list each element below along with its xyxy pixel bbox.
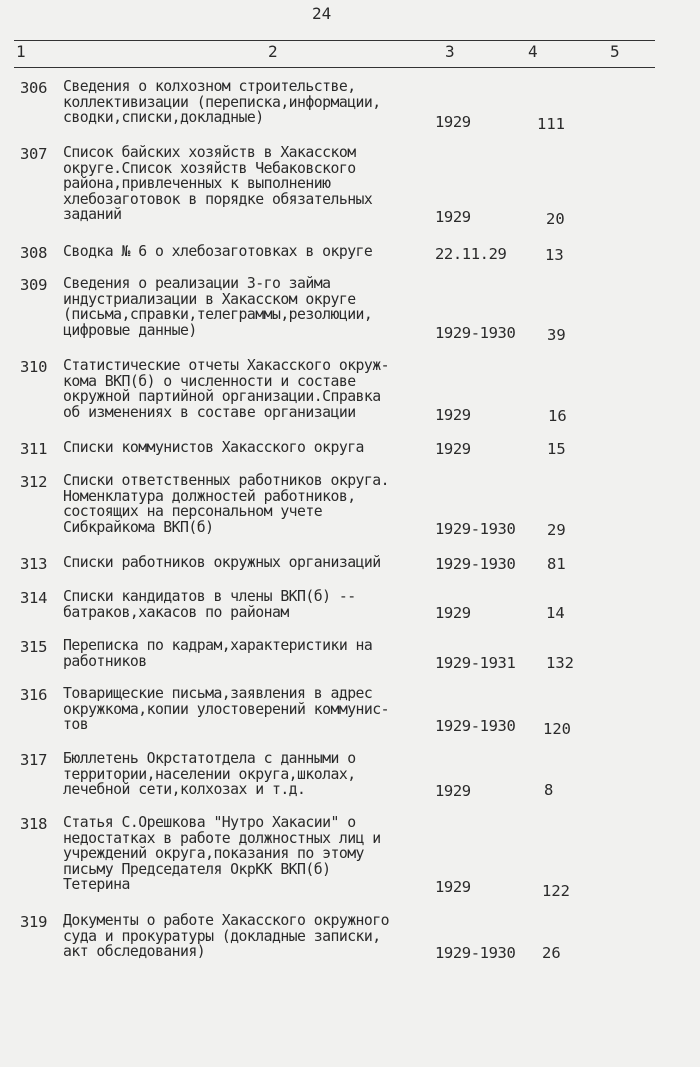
item-title: Статья С.Орешкова "Нутро Хакасии" о недостатках в работе должностных лиц и учреждений округа,показания по этому письму Председателя ОкрКК ВКП(б) Тетерина	[63, 814, 381, 894]
item-date: 1929	[435, 878, 471, 896]
column-header-5: 5	[610, 42, 620, 61]
item-number: 319	[20, 913, 48, 931]
item-date: 1929	[435, 782, 471, 800]
item-number: 315	[20, 638, 48, 656]
item-count: 111	[537, 115, 565, 133]
item-date: 1929-1930	[435, 944, 516, 962]
item-date: 1929-1930	[435, 555, 516, 573]
item-number: 310	[20, 358, 48, 376]
column-header-1: 1	[16, 42, 26, 61]
item-number: 309	[20, 276, 48, 294]
item-number: 316	[20, 686, 48, 704]
item-number: 317	[20, 751, 48, 769]
item-count: 132	[546, 654, 574, 672]
item-title: Списки коммунистов Хакасского округа	[63, 439, 364, 456]
item-number: 318	[20, 815, 48, 833]
item-title: Сводка № 6 о хлебозаготовках в округе	[63, 243, 373, 260]
item-date: 1929-1930	[435, 324, 516, 342]
item-count: 39	[547, 326, 566, 344]
item-count: 15	[547, 440, 566, 458]
item-title: Документы о работе Хакасского окружного суда и прокуратуры (докладные записки, акт обследования)	[63, 912, 389, 961]
item-date: 1929	[435, 440, 471, 458]
item-number: 308	[20, 244, 48, 262]
column-header-3: 3	[445, 42, 455, 61]
column-header-2: 2	[268, 42, 278, 61]
item-title: Списки работников окружных организаций	[63, 554, 381, 571]
item-count: 20	[546, 210, 565, 228]
item-title: Список байских хозяйств в Хакасском округе.Список хозяйств Чебаковского района,привлеченных к выполнению хлебозаготовок в порядке обязательных заданий	[63, 144, 373, 224]
item-count: 16	[548, 407, 567, 425]
item-count: 81	[547, 555, 566, 573]
item-count: 26	[542, 944, 561, 962]
item-title: Статистические отчеты Хакасского окруж- кома ВКП(б) о численности и составе окружной партийной организации.Справка об изменениях в составе организации	[63, 357, 389, 421]
item-count: 29	[547, 521, 566, 539]
item-title: Товарищеские письма,заявления в адрес окружкома,копии улостоверений коммунис- тов	[63, 685, 389, 734]
item-number: 307	[20, 145, 48, 163]
item-number: 311	[20, 440, 48, 458]
item-count: 122	[542, 882, 570, 900]
item-number: 313	[20, 555, 48, 573]
item-count: 14	[546, 604, 565, 622]
table-header-rule-bottom	[14, 67, 655, 68]
item-number: 306	[20, 79, 48, 97]
item-title: Списки кандидатов в члены ВКП(б) -- батраков,хакасов по районам	[63, 588, 356, 621]
item-date: 1929-1931	[435, 654, 516, 672]
table-header-rule-top	[14, 40, 655, 41]
item-date: 1929	[435, 406, 471, 424]
item-date: 1929	[435, 604, 471, 622]
item-count: 120	[543, 720, 571, 738]
item-number: 312	[20, 473, 48, 491]
page-number: 24	[312, 4, 332, 23]
item-title: Списки ответственных работников округа. Номенклатура должностей работников, состоящих на персональном учете Сибкрайкома ВКП(б)	[63, 472, 389, 536]
item-date: 1929	[435, 113, 471, 131]
item-date: 1929	[435, 208, 471, 226]
item-title: Бюллетень Окрстатотдела с данными о территории,населении округа,школах, лечебной сети,колхозах и т.д.	[63, 750, 356, 799]
item-date: 1929-1930	[435, 717, 516, 735]
item-title: Переписка по кадрам,характеристики на работников	[63, 637, 373, 670]
column-header-4: 4	[528, 42, 538, 61]
item-number: 314	[20, 589, 48, 607]
item-count: 13	[545, 246, 564, 264]
item-count: 8	[544, 781, 554, 799]
item-date: 1929-1930	[435, 520, 516, 538]
item-date: 22.11.29	[435, 245, 507, 263]
item-title: Сведения о реализации 3-го займа индустриализации в Хакасском округе (письма,справки,телеграммы,резолюции, цифровые данные)	[63, 275, 373, 339]
item-title: Сведения о колхозном строительстве, коллективизации (переписка,информации, сводки,списки,докладные)	[63, 78, 381, 127]
